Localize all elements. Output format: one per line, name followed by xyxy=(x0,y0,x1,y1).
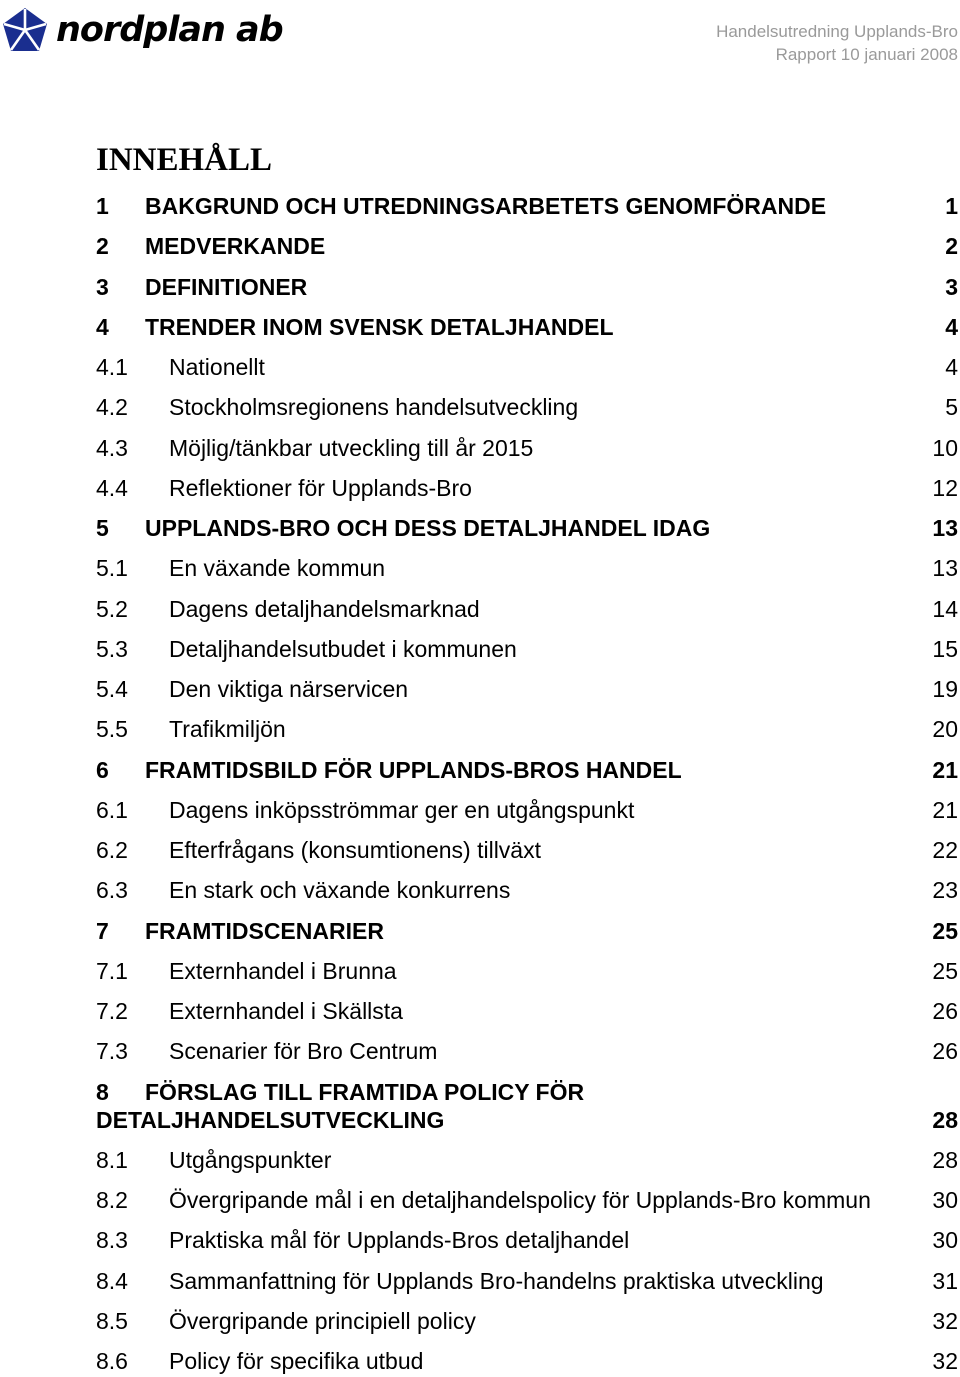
logo-text: nordplan ab xyxy=(56,9,283,50)
report-title: Handelsutredning Upplands-Bro xyxy=(716,22,958,41)
toc-entry-number: 5.2 xyxy=(96,595,128,622)
toc-entry-page: 3 xyxy=(945,273,958,300)
toc-entry-number: 6.1 xyxy=(96,796,128,823)
toc-entry-number: 7.1 xyxy=(96,957,128,984)
toc-entry-title: TRENDER INOM SVENSK DETALJHANDEL xyxy=(145,313,614,340)
toc-entry-title-line2: DETALJHANDELSUTVECKLING xyxy=(96,1106,445,1133)
toc-entry-number: 5.3 xyxy=(96,635,128,662)
toc-entry-number: 7.2 xyxy=(96,998,128,1024)
toc-entry-page: 2 xyxy=(945,233,958,260)
toc-entry-title: MEDVERKANDE xyxy=(145,233,326,260)
toc-entry-title: Dagens inköpsströmmar ger en utgångspunkt xyxy=(169,796,635,823)
toc-entry-page: 32 xyxy=(932,1348,958,1374)
toc-entry-number: 6 xyxy=(96,756,109,783)
toc-entry-page: 20 xyxy=(932,716,958,743)
toc-entry-page: 12 xyxy=(932,474,958,501)
toc-entry-page: 28 xyxy=(932,1146,958,1173)
toc-entry-title: Utgångspunkter xyxy=(169,1146,332,1173)
toc-entry-number: 5.4 xyxy=(96,676,128,702)
toc-entry-title: Praktiska mål för Upplands-Bros detaljhandel xyxy=(169,1227,630,1254)
toc-entry-title: Den viktiga närservicen xyxy=(169,676,409,702)
toc-entry-page: 21 xyxy=(932,756,958,783)
toc-entry-title: Nationellt xyxy=(169,354,265,380)
toc-entry-page: 14 xyxy=(932,595,958,622)
toc-entry-page: 4 xyxy=(945,354,958,380)
toc-entry-page: 1 xyxy=(945,193,958,219)
toc-entry-number: 4.3 xyxy=(96,434,128,461)
toc-entry-title: Efterfrågans (konsumtionens) tillväxt xyxy=(169,837,541,863)
toc-entry-number: 5.5 xyxy=(96,716,128,743)
toc-entry-page: 23 xyxy=(932,877,958,904)
company-logo xyxy=(2,6,283,54)
toc-entry-page: 21 xyxy=(932,796,958,823)
toc-entry-page: 28 xyxy=(932,1106,958,1133)
report-header xyxy=(716,20,958,66)
toc-entry-title: Externhandel i Brunna xyxy=(169,957,397,984)
toc-title: INNEHÅLL xyxy=(96,142,273,178)
toc-entry-title: UPPLANDS-BRO OCH DESS DETALJHANDEL IDAG xyxy=(145,515,711,541)
toc-entry-number: 4.4 xyxy=(96,474,128,501)
toc-entry-title: Reflektioner för Upplands-Bro xyxy=(169,474,472,501)
toc-entry-number: 1 xyxy=(96,193,109,219)
toc-entry-title: FRAMTIDSCENARIER xyxy=(145,917,384,944)
toc-entry-number: 7.3 xyxy=(96,1038,128,1065)
toc-entry-title: Dagens detaljhandelsmarknad xyxy=(169,595,480,622)
pentagon-logo-icon xyxy=(2,7,48,53)
toc-entry-title: FÖRSLAG TILL FRAMTIDA POLICY FÖR xyxy=(145,1078,585,1105)
toc-entry-page: 26 xyxy=(932,998,958,1024)
toc-entry-number: 8.6 xyxy=(96,1348,128,1374)
toc-entry-title: Scenarier för Bro Centrum xyxy=(169,1038,438,1065)
toc-entry-number: 4 xyxy=(96,313,109,340)
toc-entry-page: 30 xyxy=(932,1227,958,1254)
toc-entry-title: En växande kommun xyxy=(169,555,386,582)
report-date: Rapport 10 januari 2008 xyxy=(775,45,958,64)
toc-entry-title: FRAMTIDSBILD FÖR UPPLANDS-BROS HANDEL xyxy=(145,756,682,783)
toc-entry-page: 25 xyxy=(932,917,958,944)
toc-entry-page: 30 xyxy=(932,1187,958,1213)
toc-entry-page: 10 xyxy=(932,434,958,461)
toc-entry-title: Policy för specifika utbud xyxy=(169,1348,424,1374)
toc-entry-page: 25 xyxy=(932,957,958,984)
toc-entry-page: 31 xyxy=(932,1267,958,1294)
toc-entry-title: Detaljhandelsutbudet i kommunen xyxy=(169,635,517,662)
toc-entry-number: 4.1 xyxy=(96,354,128,380)
toc-entry-page: 4 xyxy=(945,313,958,340)
toc-entry-page: 13 xyxy=(932,515,958,541)
toc-entry-title: Möjlig/tänkbar utveckling till år 2015 xyxy=(169,434,534,461)
toc-entry-number: 8.3 xyxy=(96,1227,128,1254)
toc-entry-title: Trafikmiljön xyxy=(169,716,286,743)
toc-entry-page: 5 xyxy=(945,394,958,421)
toc-entry-number: 8 xyxy=(96,1078,109,1105)
toc-entry-number: 7 xyxy=(96,917,109,944)
toc-entry-title: Övergripande principiell policy xyxy=(169,1307,476,1334)
toc-entry-number: 8.2 xyxy=(96,1187,128,1213)
toc-entry-number: 2 xyxy=(96,233,109,260)
toc-entry-page: 15 xyxy=(932,635,958,662)
toc-entry-number: 8.4 xyxy=(96,1267,128,1294)
toc-entry-title: BAKGRUND OCH UTREDNINGSARBETETS GENOMFÖRANDE xyxy=(145,193,827,219)
toc-entry-page: 13 xyxy=(932,555,958,582)
toc-entry-title: En stark och växande konkurrens xyxy=(169,877,511,904)
toc-entry-page: 19 xyxy=(932,676,958,702)
toc-entry-page: 22 xyxy=(932,837,958,863)
toc-entry-title: Övergripande mål i en detaljhandelspolicy för Upplands-Bro kommun xyxy=(169,1187,871,1213)
toc-entry-number: 4.2 xyxy=(96,394,128,421)
toc-entry-title: DEFINITIONER xyxy=(145,273,308,300)
toc-entry-number: 8.5 xyxy=(96,1307,128,1334)
toc-entry-title: Externhandel i Skällsta xyxy=(169,998,403,1024)
toc-entry-number: 6.2 xyxy=(96,837,128,863)
toc-entry-page: 32 xyxy=(932,1307,958,1334)
toc-entry-number: 8.1 xyxy=(96,1146,128,1173)
toc-entry-title: Stockholmsregionens handelsutveckling xyxy=(169,394,579,421)
toc-entry-page: 26 xyxy=(932,1038,958,1065)
toc-entry-number: 3 xyxy=(96,273,109,300)
toc-entry-title: Sammanfattning för Upplands Bro-handelns praktiska utveckling xyxy=(169,1267,824,1294)
toc-entry-number: 5 xyxy=(96,515,109,541)
toc-entry-number: 5.1 xyxy=(96,555,128,582)
toc-entry-number: 6.3 xyxy=(96,877,128,904)
